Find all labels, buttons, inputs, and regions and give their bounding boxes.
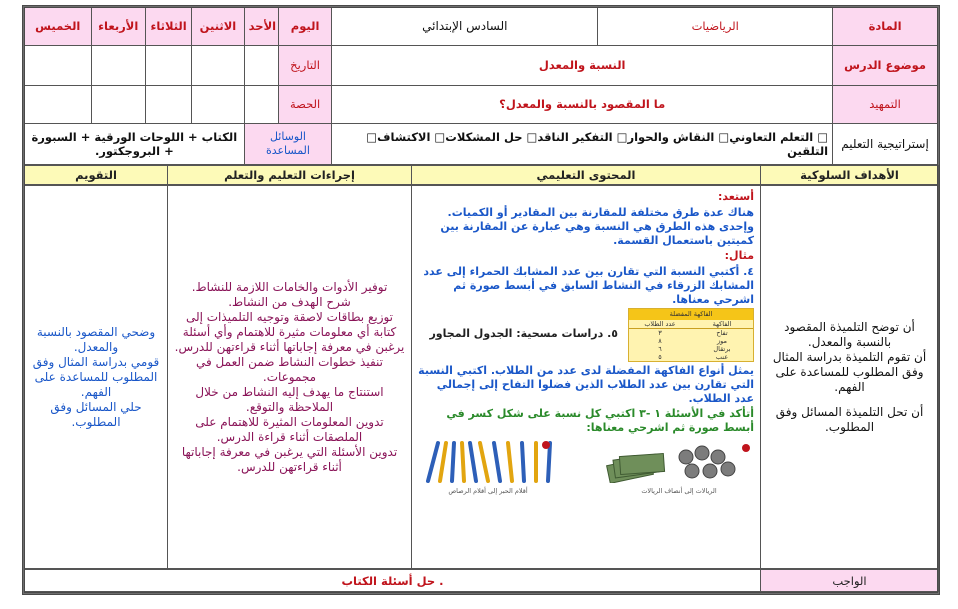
day-label: اليوم	[278, 8, 331, 46]
evaluation-item: قومي بدراسة المثال وفق المطلوب للمساعدة على الفهم.	[32, 354, 160, 399]
procedure-item: تدوين المعلومات المثيرة للاهتمام على الملصقات أثناء قراءة الدرس.	[195, 414, 384, 444]
col-evaluation: التقويم	[25, 166, 168, 185]
pens-picture	[418, 439, 558, 495]
procedure-item: تدوين الأسئلة التي يرغبن في معرفة إجاباتها أثناء قراءتهن للدرس.	[181, 444, 398, 474]
fruit-cell: عنب	[715, 353, 729, 361]
period-cell-monday	[192, 86, 244, 124]
strategy-value: □ التعلم التعاوني□ النقاش والحوار□ التفكير الناقد□ حل المشكلات□ الاكتشاف□ التلقين	[332, 124, 833, 165]
procedure-item: استنتاج ما يهدف إليه النشاط من خلال الملاحظة والتوقع.	[195, 384, 384, 414]
evaluation-cell	[25, 186, 168, 569]
day-monday: الاثنين	[192, 8, 244, 46]
period-cell-wednesday	[91, 86, 145, 124]
fruit-table-thumbnail	[628, 308, 754, 362]
evaluation-item: وضحي المقصود بالنسبة والمعدل.	[36, 324, 156, 354]
grade-value: السادس الإبتدائي	[332, 8, 598, 46]
fruit-cell: موز	[717, 336, 727, 345]
aids-value: الكتاب + اللوحات الورقية + السبورة + البروجكتور.	[25, 124, 245, 165]
subject-label: المادة	[833, 8, 938, 46]
columns-bar	[24, 165, 939, 185]
objective-item: أن توضح التلميذة المقصود بالنسبة والمعدل.	[784, 319, 915, 349]
topic-label: موضوع الدرس	[833, 46, 938, 86]
day-sunday: الأحد	[244, 8, 278, 46]
main-body-table	[24, 185, 939, 569]
date-cell-thursday	[25, 46, 92, 86]
col-content: المحتوى التعليمي	[412, 166, 761, 185]
day-thursday: الخميس	[25, 8, 92, 46]
homework-value: حل أسئلة الكتاب .	[25, 570, 761, 592]
col-objectives: الأهداف السلوكية	[761, 166, 939, 185]
topic-value: النسبة والمعدل	[332, 46, 833, 86]
fruit-cell: ٥	[658, 353, 662, 361]
fruit-cell: ٦	[658, 344, 662, 353]
fruit-cell: ٣	[658, 328, 662, 337]
example-4: ٤. أكتبي النسبة التي تقارن بين عدد المشابك الحمراء إلى عدد المشابك الزرقاء في النشاط السابق في أبسط صورة ثم اشرحي معناها.	[423, 265, 754, 306]
ready-heading: أستعد:	[717, 190, 754, 204]
objective-item: أن تقوم التلميذة بدراسة المثال وفق المطلوب للمساعدة على الفهم.	[772, 349, 927, 394]
objectives-cell	[761, 186, 939, 569]
intro-label: التمهيد	[833, 86, 938, 124]
example-heading: مثال:	[724, 249, 754, 263]
date-cell-tuesday	[145, 46, 191, 86]
period-cell-sunday	[244, 86, 278, 124]
lesson-plan-sheet	[22, 5, 940, 595]
fruit-cell: تفاح	[716, 328, 728, 337]
fruit-table-col: الفاكهة	[691, 320, 753, 329]
procedure-item: توزيع بطاقات لاصقة وتوجيه التلميذات إلى كتابة أي معلومات مثيرة للاهتمام وأي أسئلة يرغبن في معرفة إجاباتها أثناء قراءتهن للدرس.	[174, 309, 405, 354]
procedure-item: شرح الهدف من النشاط.	[228, 294, 351, 309]
coins-icon	[606, 443, 752, 483]
header-table	[24, 7, 938, 165]
day-tuesday: الثلاثاء	[145, 8, 191, 46]
date-cell-monday	[192, 46, 244, 86]
aids-label: الوسائل المساعدة	[244, 124, 332, 165]
period-cell-thursday	[25, 86, 92, 124]
coins-picture	[604, 443, 754, 495]
strategy-label: إستراتيجية التعليم	[833, 124, 938, 165]
example-5-heading: ٥. دراسات مسحية: الجدول المجاور	[429, 327, 618, 341]
period-cell-tuesday	[145, 86, 191, 124]
intro-value: ما المقصود بالنسبة والمعدل؟	[332, 86, 833, 124]
pens-caption: أقلام الحبر إلى أقلام الرصاص	[448, 486, 528, 495]
coins-caption: الريالات إلى أنصاف الريالات	[641, 486, 717, 495]
period-label: الحصة	[278, 86, 331, 124]
fruit-cell: برتقال	[713, 344, 731, 353]
fruit-table-col: عدد الطلاب	[629, 320, 691, 329]
date-cell-sunday	[244, 46, 278, 86]
content-cell	[412, 186, 761, 569]
ready-text: هناك عدة طرق مختلفة للمقارنة بين المقادير أو الكميات. وإحدى هذه الطرق هي النسبة وهي عبارة عن المقارنة بين كميتين باستعمال القسمة.	[440, 206, 754, 247]
day-wednesday: الأربعاء	[91, 8, 145, 46]
example-5-text: يمثل أنواع الفاكهة المفضلة لدى عدد من الطلاب. اكتبي النسبة التي تقارن بين عدد الطلاب الذين فضلوا التفاح إلى إجمالي عدد الطلاب.	[418, 364, 754, 405]
procedure-item: توفير الأدوات والخامات اللازمة للنشاط.	[191, 279, 388, 294]
objective-item: أن تحل التلميذة المسائل وفق المطلوب.	[775, 404, 924, 434]
confirm-text: أتأكد في الأسئلة ١ -٣ اكتبي كل نسبة على شكل كسر في أبسط صورة ثم اشرحي معناها:	[446, 407, 754, 435]
col-procedures: إجراءات التعليم والتعلم	[168, 166, 412, 185]
homework-table	[24, 569, 939, 592]
evaluation-item: حلي المسائل وفق المطلوب.	[50, 399, 142, 429]
procedures-cell	[168, 186, 412, 569]
fruit-table-title: الفاكهة المفضلة	[629, 309, 753, 319]
fruit-cell: ٨	[658, 336, 662, 345]
subject-value: الرياضيات	[598, 8, 833, 46]
pens-icon	[422, 439, 554, 483]
procedure-item: تنفيذ خطوات النشاط ضمن العمل في مجموعات.	[196, 354, 383, 384]
homework-label: الواجب	[761, 570, 939, 592]
date-label: التاريخ	[278, 46, 331, 86]
date-cell-wednesday	[91, 46, 145, 86]
